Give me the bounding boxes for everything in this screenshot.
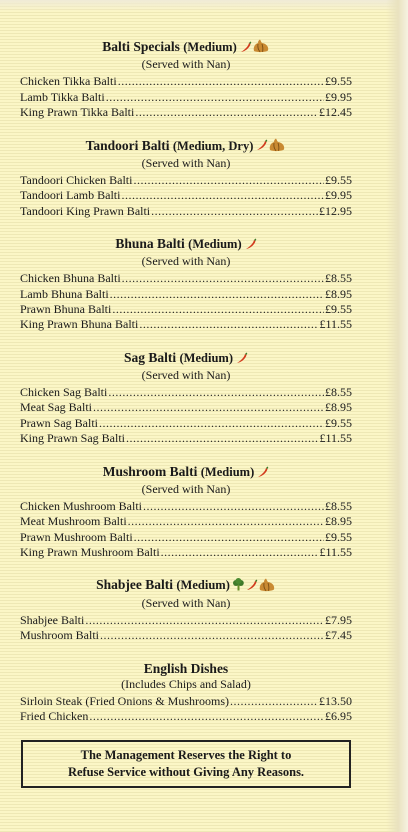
menu-section — [20, 235, 352, 333]
section-heading — [20, 463, 352, 482]
item-name: Chicken Bhuna Balti — [20, 271, 121, 286]
item-price: £8.55 — [325, 271, 352, 286]
section-subtitle: (Served with Nan) — [141, 481, 231, 496]
item-price: £9.55 — [325, 415, 352, 430]
chili-icon — [244, 237, 257, 254]
item-name: Fried Chicken — [20, 708, 89, 723]
item-price: £12.45 — [319, 105, 352, 120]
menu-item — [20, 204, 352, 219]
section-heading — [20, 38, 352, 57]
menu-section — [20, 137, 352, 220]
paper-right-edge — [386, 0, 408, 832]
section-heading — [20, 660, 352, 677]
section-title: Balti Specials — [102, 39, 180, 54]
item-name: Tandoori Lamb Balti — [20, 188, 121, 203]
item-name: Chicken Tikka Balti — [20, 74, 117, 89]
section-title: Sag Balti — [124, 349, 177, 365]
dot-leader — [230, 694, 318, 709]
section-icons — [239, 38, 270, 57]
menu-item — [20, 694, 352, 709]
menu-item — [20, 271, 352, 286]
item-name: Prawn Sag Balti — [20, 415, 98, 430]
dot-leader — [133, 173, 324, 188]
dot-leader — [89, 709, 324, 724]
section-title: Shabjee Balti — [96, 577, 174, 593]
dot-leader — [110, 287, 324, 302]
section-title: Mushroom Balti — [102, 463, 198, 479]
chili-icon — [256, 465, 269, 482]
menu-item — [20, 416, 352, 431]
menu-item — [20, 90, 352, 105]
item-price: £9.55 — [325, 172, 352, 187]
paper-top-edge — [0, 0, 408, 12]
chili-icon — [239, 40, 252, 57]
management-notice-box — [21, 740, 351, 788]
section-icons — [256, 463, 269, 481]
item-name: Shabjee Balti — [20, 612, 85, 627]
section-icons — [255, 137, 286, 156]
item-name: Meat Mushroom Balti — [20, 514, 127, 529]
menu-item — [20, 173, 352, 188]
dot-leader — [128, 514, 324, 529]
item-name: Mushroom Balti — [20, 628, 100, 643]
menu-item — [20, 613, 352, 628]
dot-leader — [99, 416, 324, 431]
item-price: £11.55 — [319, 431, 352, 446]
item-price: £7.45 — [325, 628, 352, 643]
item-name: Chicken Sag Balti — [20, 385, 108, 399]
section-spice-note: (Medium) — [183, 40, 237, 54]
item-name: Tandoori Chicken Balti — [20, 172, 133, 187]
section-subtitle: (Served with Nan) — [141, 595, 231, 610]
item-price: £6.95 — [325, 708, 352, 723]
dot-leader — [134, 530, 324, 545]
item-price: £9.55 — [325, 74, 352, 89]
item-price: £11.55 — [319, 317, 352, 332]
dot-leader — [106, 90, 324, 105]
item-price: £8.95 — [325, 286, 352, 301]
dot-leader — [161, 545, 319, 560]
menu-item — [20, 74, 352, 89]
item-price: £9.95 — [325, 188, 352, 203]
menu-item — [20, 499, 352, 514]
section-subtitle: (Includes Chips and Salad) — [121, 676, 251, 691]
section-subtitle: (Served with Nan) — [141, 254, 231, 269]
broccoli-icon — [232, 578, 245, 595]
section-spice-note: (Medium) — [200, 464, 255, 479]
dot-leader — [93, 400, 324, 415]
dot-leader — [108, 385, 324, 400]
menu-item — [20, 709, 352, 724]
menu-item — [20, 628, 352, 643]
dot-leader — [118, 74, 324, 89]
section-heading — [20, 235, 352, 254]
garlic-icon — [268, 138, 286, 156]
menu-section — [20, 349, 352, 447]
menu-item — [20, 188, 352, 203]
section-title: Bhuna Balti — [115, 236, 185, 252]
chili-icon — [255, 138, 268, 155]
item-name: Lamb Tikka Balti — [20, 89, 105, 104]
notice-line-2: Refuse Service without Giving Any Reasons. — [67, 765, 305, 779]
section-subtitle: (Served with Nan) — [141, 57, 231, 72]
dot-leader — [151, 204, 318, 219]
item-price: £11.55 — [319, 544, 352, 559]
item-name: Lamb Bhuna Balti — [20, 286, 109, 301]
menu-list — [20, 38, 352, 740]
dot-leader — [126, 431, 318, 446]
item-price: £13.50 — [319, 693, 352, 708]
section-heading — [20, 137, 352, 156]
dot-leader — [100, 628, 324, 643]
item-name: Tandoori King Prawn Balti — [20, 203, 151, 218]
chili-icon — [245, 578, 258, 595]
menu-item — [20, 302, 352, 317]
menu-item — [20, 317, 352, 332]
notice-line-1: The Management Reserves the Right to — [80, 748, 292, 762]
section-subtitle: (Served with Nan) — [141, 368, 231, 382]
menu-section — [20, 463, 352, 561]
section-icons — [232, 577, 276, 596]
item-price: £8.95 — [325, 514, 352, 529]
menu-section — [20, 38, 352, 121]
section-spice-note: (Medium, Dry) — [172, 138, 254, 153]
section-spice-note: (Medium) — [176, 578, 230, 593]
section-icons — [244, 236, 257, 254]
item-name: King Prawn Tikka Balti — [20, 105, 135, 120]
item-price: £7.95 — [325, 612, 352, 627]
item-name: Prawn Bhuna Balti — [20, 302, 112, 317]
item-name: Sirloin Steak (Fried Onions & Mushrooms) — [20, 693, 229, 708]
dot-leader — [121, 188, 324, 203]
dot-leader — [85, 613, 324, 628]
item-price: £8.95 — [325, 400, 352, 415]
dot-leader — [112, 302, 324, 317]
chili-icon — [235, 351, 248, 368]
garlic-icon — [258, 578, 276, 596]
menu-section — [20, 576, 352, 643]
section-spice-note: (Medium) — [179, 350, 233, 365]
item-price: £9.95 — [325, 89, 352, 104]
item-price: £12.95 — [319, 203, 352, 218]
item-price: £8.55 — [325, 498, 352, 513]
menu-item — [20, 545, 352, 560]
dot-leader — [122, 271, 324, 286]
item-name: King Prawn Bhuna Balti — [20, 317, 139, 332]
section-spice-note: (Medium) — [188, 237, 242, 252]
item-name: Prawn Mushroom Balti — [20, 529, 133, 544]
item-price: £9.55 — [325, 302, 352, 317]
menu-item — [20, 287, 352, 302]
menu-item — [20, 514, 352, 529]
item-name: Meat Sag Balti — [20, 400, 92, 415]
section-title: Tandoori Balti — [85, 137, 170, 153]
item-price: £8.55 — [325, 385, 352, 399]
item-name: Chicken Mushroom Balti — [20, 498, 142, 513]
menu-item — [20, 105, 352, 120]
menu-item — [20, 530, 352, 545]
section-subtitle: (Served with Nan) — [141, 155, 231, 170]
item-name: King Prawn Mushroom Balti — [20, 544, 160, 559]
section-heading — [20, 349, 352, 368]
menu-item — [20, 431, 352, 446]
item-name: King Prawn Sag Balti — [20, 431, 125, 446]
item-price: £9.55 — [325, 529, 352, 544]
section-icons — [235, 350, 248, 368]
menu-section — [20, 660, 352, 725]
menu-item — [20, 400, 352, 415]
dot-leader — [143, 499, 324, 514]
garlic-icon — [252, 39, 270, 57]
dot-leader — [135, 105, 318, 120]
dot-leader — [139, 317, 318, 332]
section-title: English Dishes — [143, 660, 229, 676]
section-heading — [20, 576, 352, 595]
menu-item — [20, 385, 352, 400]
